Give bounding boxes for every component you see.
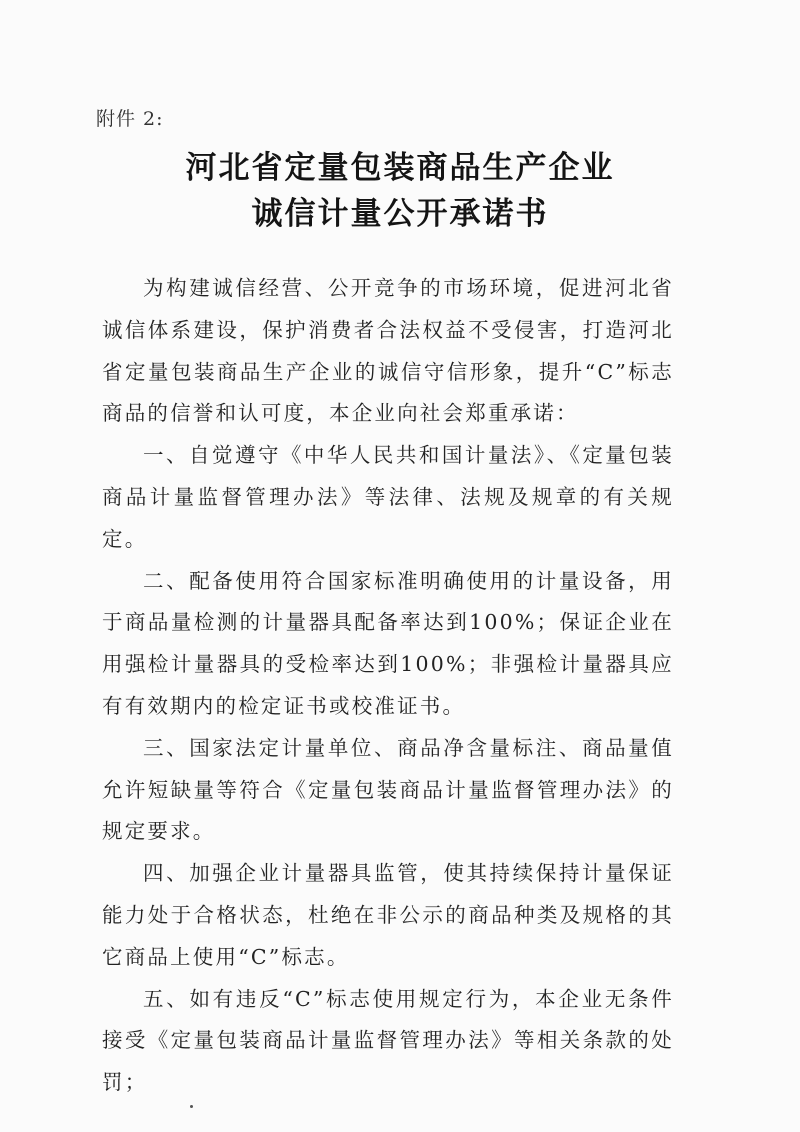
intro-paragraph: 为构建诚信经营、公开竞争的市场环境，促进河北省诚信体系建设，保护消费者合法权益不受侵害，打造河北省定量包装商品生产企业的诚信守信形象，提升“C”标志商品的信誉和认可度，本企业向社会郑重承诺： xyxy=(102,276,674,426)
commitment-item-1: 一、自觉遵守《中华人民共和国计量法》、《定量包装商品计量监督管理办法》等法律、法规及规章的有关规定。 xyxy=(102,443,674,551)
scan-speck xyxy=(190,1105,193,1108)
commitment-item-4: 四、加强企业计量器具监管，使其持续保持计量保证能力处于合格状态，杜绝在非公示的商品种类及规格的其它商品上使用“C”标志。 xyxy=(102,861,674,969)
document-body xyxy=(102,268,674,1104)
document-title-line-2: 诚信计量公开承诺书 xyxy=(251,196,549,232)
commitment-item-5: 五、如有违反“C”标志使用规定行为，本企业无条件接受《定量包装商品计量监督管理办法》等相关条款的处罚； xyxy=(102,986,674,1095)
attachment-label: 附件 2: xyxy=(96,108,164,130)
commitment-item-3: 三、国家法定计量单位、商品净含量标注、商品量值允许短缺量等符合《定量包装商品计量监督管理办法》的规定要求。 xyxy=(102,735,674,844)
document-title-line-1: 河北省定量包装商品生产企业 xyxy=(185,150,615,186)
commitment-item-2: 二、配备使用符合国家标准明确使用的计量设备，用于商品量检测的计量器具配备率达到100%；保证企业在用强检计量器具的受检率达到100%；非强检计量器具应有有效期内的检定证书或校准证书。 xyxy=(102,568,674,718)
